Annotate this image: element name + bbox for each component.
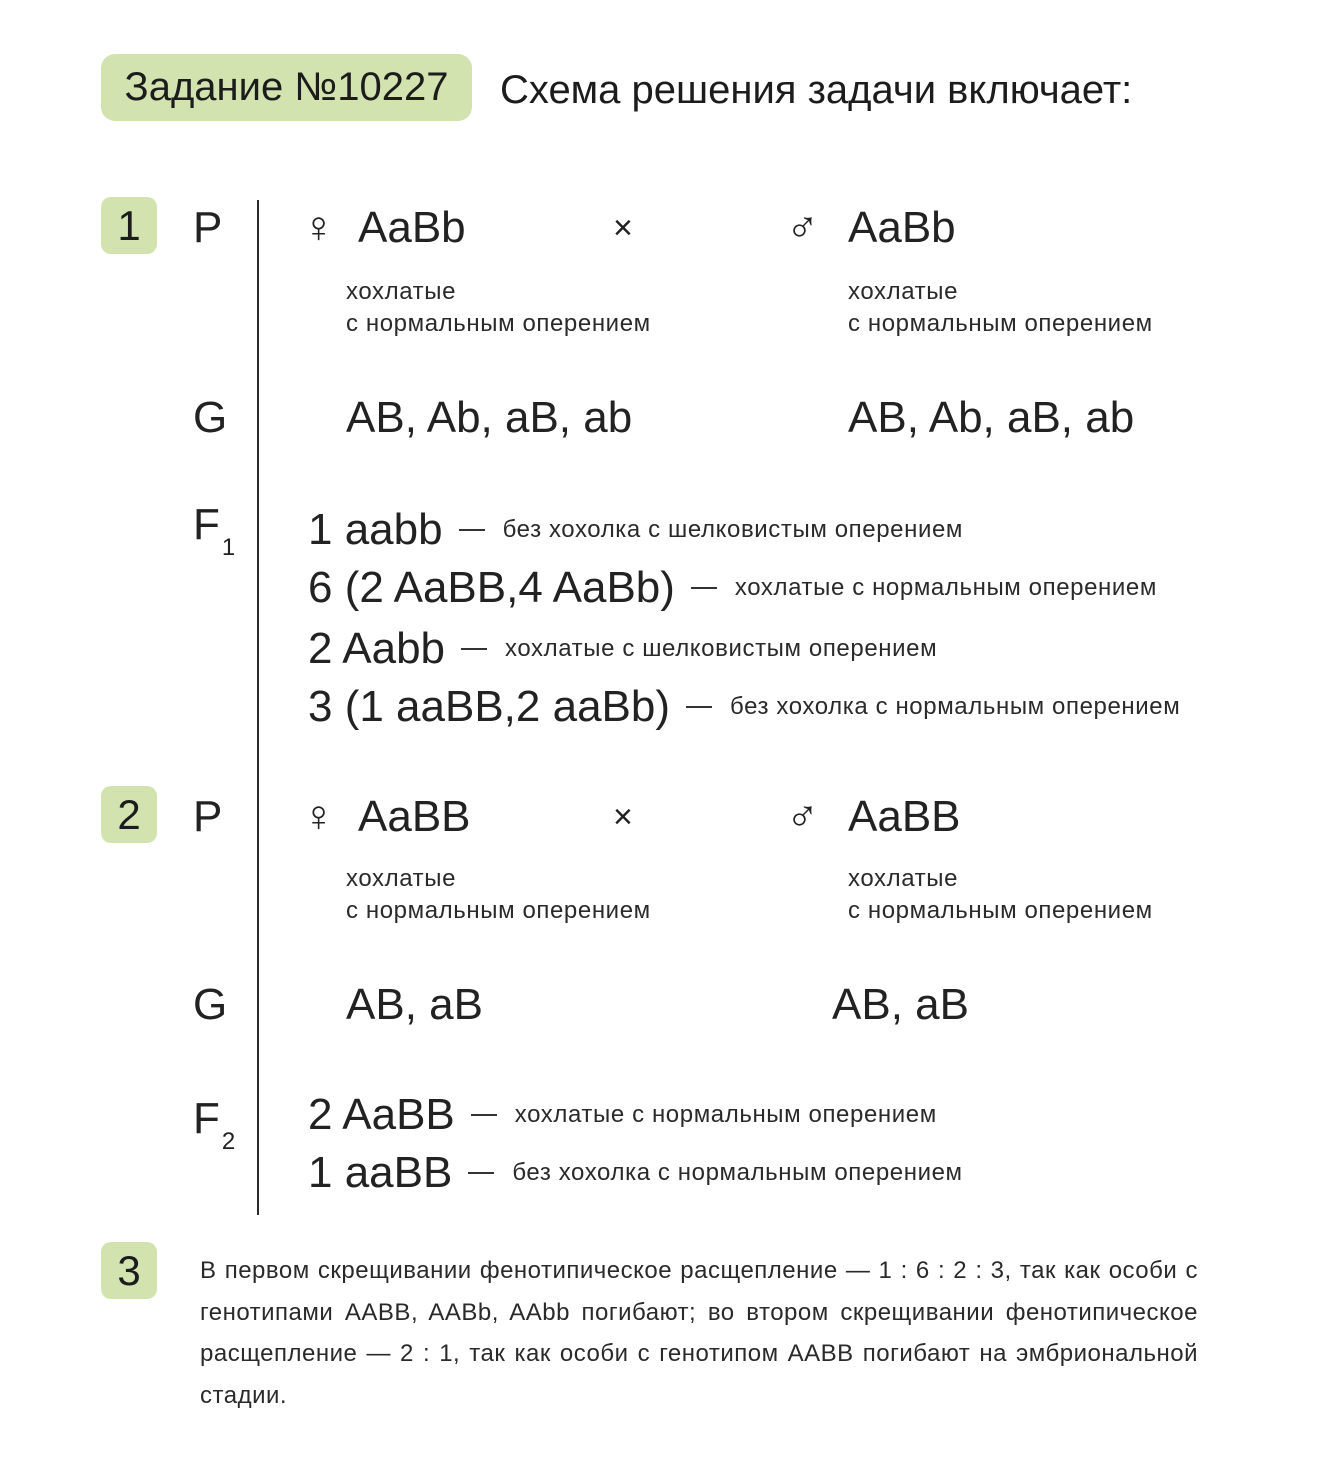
male-phenotype-1-line2: с нормальным оперением <box>848 310 1153 337</box>
offspring-row <box>308 501 963 559</box>
female-gametes-1: AB, Ab, aB, ab <box>346 393 633 442</box>
male-icon: ♂ <box>786 203 819 252</box>
gametes-label-2: G <box>193 980 228 1029</box>
female-icon: ♀ <box>302 792 335 841</box>
male-genotype-2: AaBB <box>848 792 961 841</box>
female-gametes-2: AB, aB <box>346 980 483 1029</box>
step-1-badge: 1 <box>101 197 157 254</box>
page-title: Схема решения задачи включает: <box>500 68 1133 112</box>
cross-sign-1: × <box>613 209 633 247</box>
offspring-genotype: 3 (1 aaBB,2 aaBb) <box>308 682 671 731</box>
offspring-row <box>308 1144 963 1202</box>
offspring-row <box>308 559 1157 617</box>
parents-label-2: P <box>193 792 223 841</box>
male-phenotype-1-line1: хохлатые <box>848 278 959 305</box>
offspring-genotype: 6 (2 AaBB,4 AaBb) <box>308 563 675 612</box>
offspring-genotype: 2 AaBB <box>308 1090 455 1139</box>
step-2-badge: 2 <box>101 786 157 843</box>
conclusion-text: В первом скрещивании фенотипическое расщепление — 1 : 6 : 2 : 3, так как особи с генотипами AABB, AABb, AAbb погибают; во втором скрещивании фенотипическое расщепление — 2 : 1, так как особи с генотипом AABB погибают на эмбриональной стадии. <box>200 1257 1198 1409</box>
offspring-genotype: 1 aaBB <box>308 1148 453 1197</box>
step-3-badge: 3 <box>101 1242 157 1299</box>
parents-label-1: P <box>193 203 223 252</box>
female-phenotype-2-line2: с нормальным оперением <box>346 897 651 924</box>
offspring-genotype: 2 Aabb <box>308 624 446 673</box>
gametes-label-1: G <box>193 393 228 442</box>
offspring-genotype: 1 aabb <box>308 505 443 554</box>
female-phenotype-1-line2: с нормальным оперением <box>346 310 651 337</box>
offspring-row <box>308 1086 937 1144</box>
female-icon: ♀ <box>302 203 335 252</box>
offspring-row <box>308 678 1180 736</box>
dash-icon <box>471 1114 497 1116</box>
male-icon: ♂ <box>786 792 819 841</box>
female-phenotype-2-line1: хохлатые <box>346 865 457 892</box>
male-phenotype-2-line2: с нормальным оперением <box>848 897 1153 924</box>
cross-sign-2: × <box>613 798 633 836</box>
scheme-divider-line <box>257 200 259 1215</box>
female-genotype-1: AaBb <box>358 203 466 252</box>
offspring-row <box>308 620 937 678</box>
female-genotype-2: AaBB <box>358 792 471 841</box>
dash-icon <box>461 648 487 650</box>
offspring-label-f2: $F_2$ <box>193 1094 236 1155</box>
male-gametes-2: AB, aB <box>832 980 969 1029</box>
offspring-phenotype: хохлатые с нормальным оперением <box>734 574 1157 601</box>
dash-icon <box>686 706 712 708</box>
offspring-label-f1: $F_1$ <box>193 500 236 561</box>
female-phenotype-1-line1: хохлатые <box>346 278 457 305</box>
male-phenotype-2-line1: хохлатые <box>848 865 959 892</box>
offspring-phenotype: хохлатые с шелковистым оперением <box>505 635 938 662</box>
task-number-badge: Задание №10227 <box>101 54 472 121</box>
male-gametes-1: AB, Ab, aB, ab <box>848 393 1135 442</box>
offspring-phenotype: без хохолка с нормальным оперением <box>730 693 1181 720</box>
dash-icon <box>691 587 717 589</box>
male-genotype-1: AaBb <box>848 203 956 252</box>
dash-icon <box>468 1172 494 1174</box>
offspring-phenotype: хохлатые с нормальным оперением <box>514 1101 937 1128</box>
offspring-phenotype: без хохолка с нормальным оперением <box>512 1159 963 1186</box>
dash-icon <box>459 529 485 531</box>
offspring-phenotype: без хохолка с шелковистым оперением <box>502 516 964 543</box>
